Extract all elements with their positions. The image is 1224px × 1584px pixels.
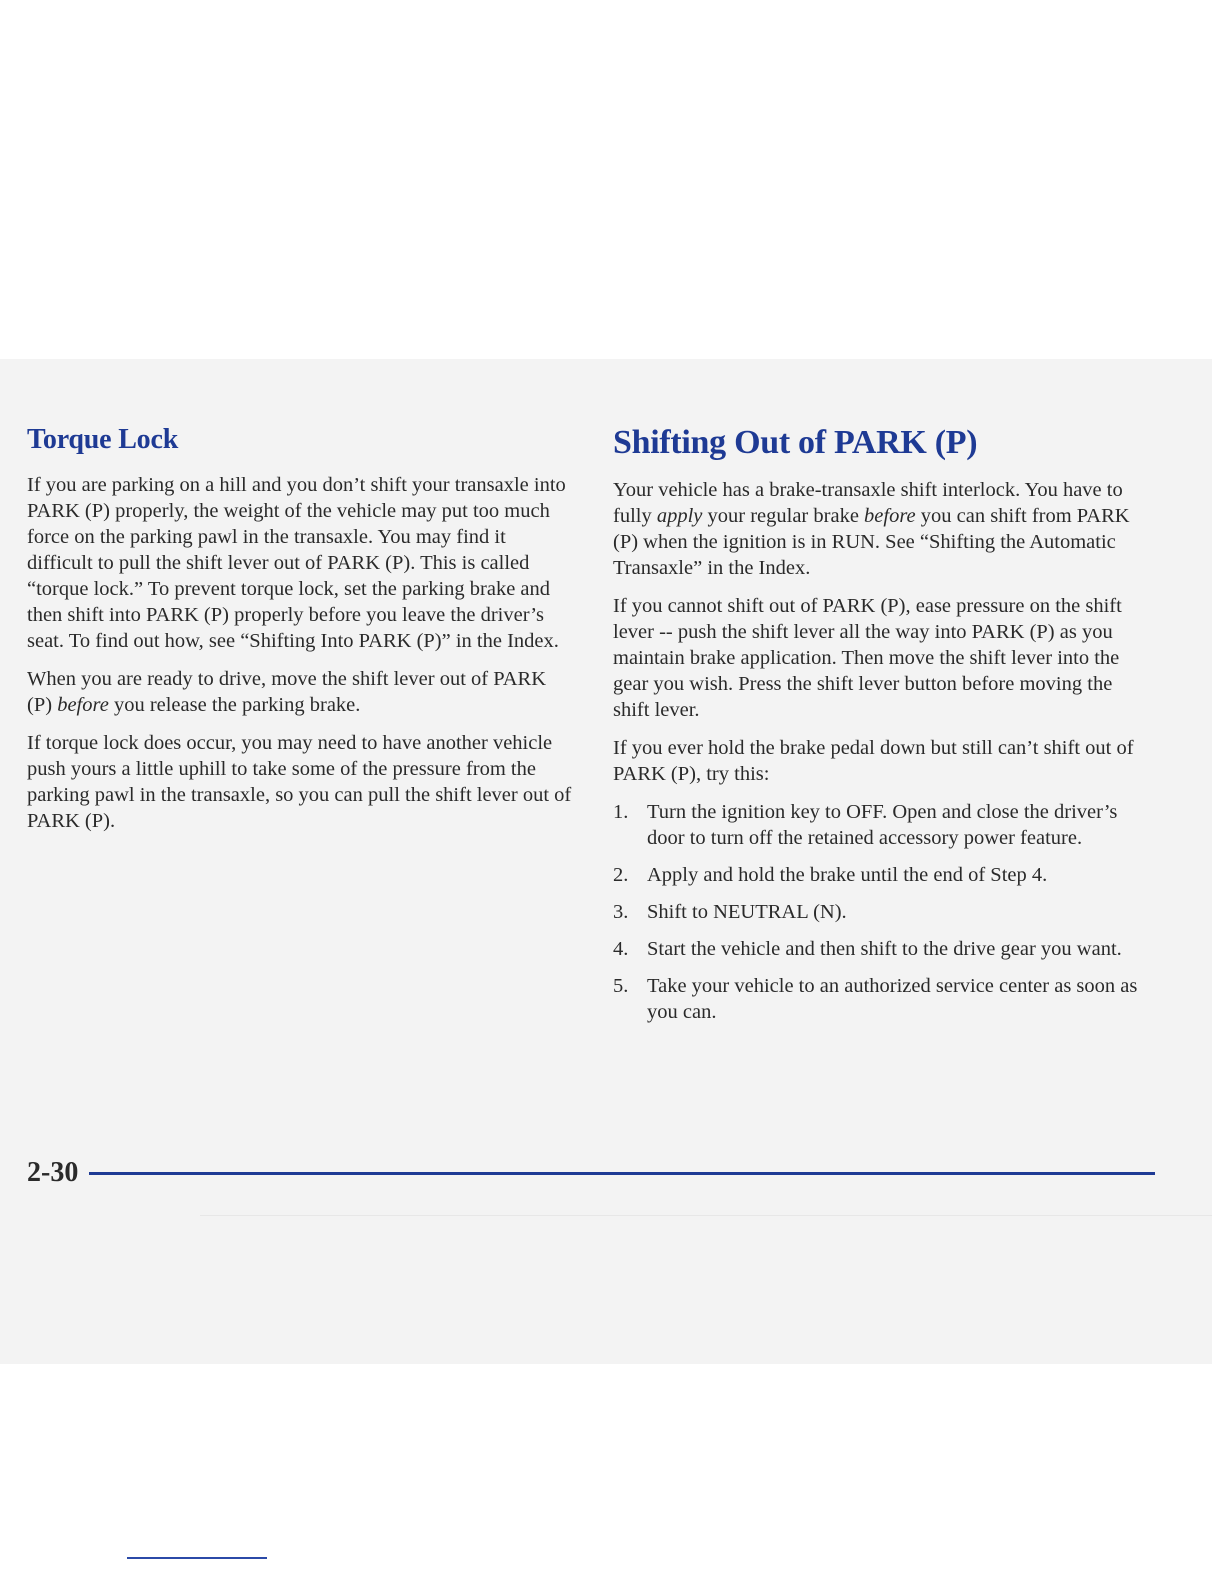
step-number: 2. xyxy=(613,864,629,886)
list-item xyxy=(613,936,1153,962)
shifting-paragraph-2: If you cannot shift out of PARK (P), ease pressure on the shift lever -- push the shift lever all the way into PARK (P) as you maintain brake application. Then move the shift lever into the gear you wish. Press the shift lever button before moving the shift lever. xyxy=(613,595,1122,721)
list-item xyxy=(613,973,1153,1025)
p1-emphasis-apply: apply xyxy=(656,505,703,527)
p2-text-before: When you are ready to drive, move the shift lever out of PARK (P) xyxy=(27,668,547,716)
page-footer xyxy=(27,1155,1155,1193)
page-number: 2-30 xyxy=(27,1157,79,1188)
steps-list xyxy=(613,799,1153,1025)
list-item xyxy=(613,899,1153,925)
section-heading-shifting-out-of-park: Shifting Out of PARK (P) xyxy=(613,424,978,461)
shifting-paragraph-3: If you ever hold the brake pedal down but still can’t shift out of PARK (P), try this: xyxy=(613,737,1134,785)
step-number: 4. xyxy=(613,938,629,960)
p1-text-1: Your vehicle has a brake-transaxle shift interlock. You have to fully xyxy=(613,479,1123,527)
shifting-paragraph-1 xyxy=(613,477,1153,581)
left-column xyxy=(27,422,572,846)
p2-text-after: you release the parking brake. xyxy=(108,694,361,716)
torque-lock-paragraph-1: If you are parking on a hill and you don’t shift your transaxle into PARK (P) properly, the weight of the vehicle may put too much force on the parking pawl in the transaxle. You may find it difficult to pull the shift lever out of PARK (P). This is called “torque lock.” To prevent torque lock, set the parking brake and then shift into PARK (P) properly before you leave the driver’s seat. To find out how, see “Shifting Into PARK (P)” in the Index. xyxy=(27,474,566,652)
torque-lock-paragraph-2 xyxy=(27,666,572,718)
p1-text-2: your regular brake xyxy=(702,505,865,527)
list-item xyxy=(613,799,1153,851)
step-text: Apply and hold the brake until the end of Step 4. xyxy=(647,864,1048,886)
p1-text-3: you can shift from PARK (P) when the ignition is in RUN. See “Shifting the Automatic Transaxle” in the Index. xyxy=(613,505,1130,579)
step-text: Start the vehicle and then shift to the drive gear you want. xyxy=(647,938,1122,960)
step-number: 3. xyxy=(613,901,629,923)
faint-divider xyxy=(200,1215,1212,1216)
p2-emphasis: before xyxy=(57,694,109,716)
step-number: 1. xyxy=(613,801,629,823)
p1-emphasis-before: before xyxy=(864,505,916,527)
right-column xyxy=(613,422,1153,1036)
list-item xyxy=(613,862,1153,888)
step-text: Turn the ignition key to OFF. Open and close the driver’s door to turn off the retained accessory power feature. xyxy=(647,801,1118,849)
bottom-edge-mark xyxy=(127,1557,267,1559)
section-heading-torque-lock: Torque Lock xyxy=(27,424,179,455)
step-text: Shift to NEUTRAL (N). xyxy=(647,901,847,923)
torque-lock-paragraph-3: If torque lock does occur, you may need to have another vehicle push yours a little uphill to take some of the pressure from the parking pawl in the transaxle, so you can pull the shift lever out of PARK (P). xyxy=(27,732,572,832)
footer-rule xyxy=(89,1172,1155,1175)
step-number: 5. xyxy=(613,975,629,997)
step-text: Take your vehicle to an authorized service center as soon as you can. xyxy=(647,975,1138,1023)
